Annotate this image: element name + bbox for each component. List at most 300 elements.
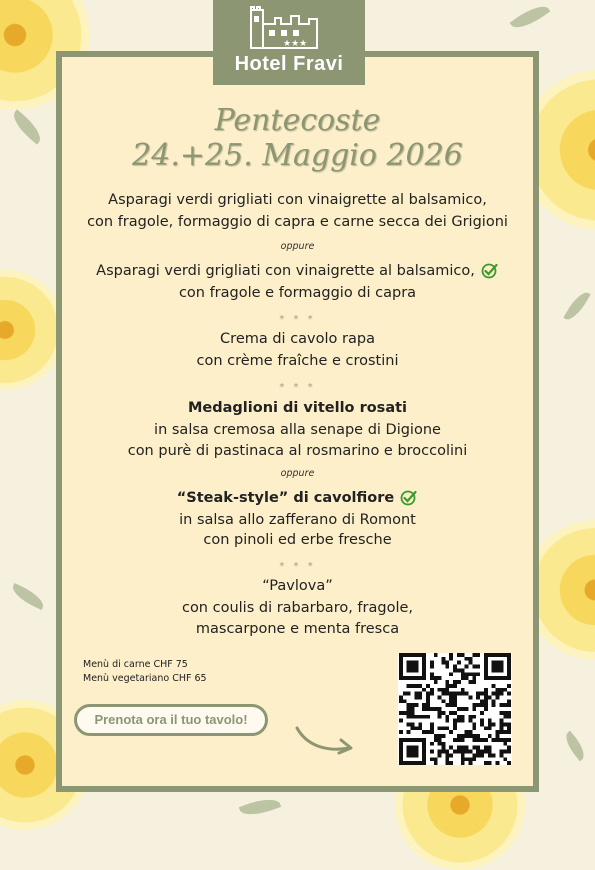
qr-module bbox=[449, 684, 453, 688]
qr-module bbox=[492, 738, 496, 742]
qr-module bbox=[472, 676, 476, 680]
qr-module bbox=[507, 738, 511, 742]
qr-module bbox=[507, 723, 511, 727]
qr-module bbox=[411, 715, 415, 719]
qr-module bbox=[407, 668, 411, 672]
qr-module bbox=[438, 738, 442, 742]
qr-module bbox=[438, 707, 442, 711]
qr-module bbox=[441, 750, 445, 754]
qr-module bbox=[403, 711, 407, 715]
qr-module bbox=[469, 715, 473, 719]
qr-module bbox=[457, 692, 461, 696]
qr-module bbox=[445, 684, 449, 688]
qr-module bbox=[465, 730, 469, 734]
qr-module bbox=[476, 750, 480, 754]
qr-module bbox=[461, 672, 465, 676]
qr-module bbox=[465, 676, 469, 680]
qr-module bbox=[430, 692, 434, 696]
qr-module bbox=[430, 676, 434, 680]
qr-module bbox=[496, 653, 500, 657]
qr-module bbox=[399, 665, 403, 669]
qr-module bbox=[472, 707, 476, 711]
qr-module bbox=[503, 715, 507, 719]
qr-module bbox=[438, 676, 442, 680]
qr-module bbox=[449, 695, 453, 699]
qr-module bbox=[507, 672, 511, 676]
qr-module bbox=[507, 746, 511, 750]
qr-module bbox=[430, 730, 434, 734]
qr-module bbox=[488, 761, 492, 765]
qr-module bbox=[414, 665, 418, 669]
qr-module bbox=[476, 734, 480, 738]
qr-module bbox=[480, 692, 484, 696]
qr-module bbox=[407, 684, 411, 688]
qr-module bbox=[476, 746, 480, 750]
qr-module bbox=[472, 757, 476, 761]
qr-module bbox=[445, 726, 449, 730]
qr-module bbox=[484, 661, 488, 665]
qr-module bbox=[499, 723, 503, 727]
qr-module bbox=[461, 746, 465, 750]
qr-module bbox=[480, 703, 484, 707]
qr-module bbox=[411, 750, 415, 754]
qr-module bbox=[465, 734, 469, 738]
qr-module bbox=[503, 688, 507, 692]
qr-module bbox=[492, 668, 496, 672]
qr-module bbox=[426, 707, 430, 711]
qr-module bbox=[434, 653, 438, 657]
qr-module bbox=[492, 653, 496, 657]
qr-module bbox=[461, 734, 465, 738]
qr-module bbox=[430, 726, 434, 730]
qr-module bbox=[507, 711, 511, 715]
qr-module bbox=[496, 695, 500, 699]
qr-module bbox=[399, 742, 403, 746]
qr-module bbox=[445, 661, 449, 665]
qr-module bbox=[407, 711, 411, 715]
qr-module bbox=[445, 703, 449, 707]
qr-module bbox=[426, 703, 430, 707]
qr-module bbox=[403, 692, 407, 696]
qr-module bbox=[414, 746, 418, 750]
qr-module bbox=[496, 668, 500, 672]
qr-module bbox=[438, 695, 442, 699]
qr-module bbox=[496, 665, 500, 669]
qr-module bbox=[469, 719, 473, 723]
qr-module bbox=[484, 672, 488, 676]
event-date: 24.+25. Maggio 2026 bbox=[132, 138, 463, 173]
qr-module bbox=[484, 653, 488, 657]
course-separator: * * * bbox=[279, 561, 316, 572]
qr-module bbox=[503, 676, 507, 680]
qr-module bbox=[507, 692, 511, 696]
qr-module bbox=[418, 726, 422, 730]
qr-module bbox=[472, 753, 476, 757]
qr-module bbox=[492, 676, 496, 680]
qr-module bbox=[414, 703, 418, 707]
qr-module bbox=[441, 688, 445, 692]
qr-module bbox=[476, 695, 480, 699]
qr-module bbox=[476, 738, 480, 742]
menu-line: con pinoli ed erbe fresche bbox=[203, 532, 392, 548]
qr-module bbox=[457, 668, 461, 672]
menu-line-text: Asparagi verdi grigliati con vinaigrette al balsamico, bbox=[96, 263, 475, 279]
qr-module bbox=[414, 692, 418, 696]
qr-module bbox=[507, 715, 511, 719]
qr-module bbox=[507, 653, 511, 657]
qr-module bbox=[411, 684, 415, 688]
qr-module bbox=[441, 661, 445, 665]
qr-module bbox=[441, 746, 445, 750]
qr-module bbox=[480, 750, 484, 754]
qr-module bbox=[430, 661, 434, 665]
qr-module bbox=[507, 703, 511, 707]
qr-module bbox=[438, 753, 442, 757]
qr-module bbox=[496, 676, 500, 680]
qr-module bbox=[414, 653, 418, 657]
qr-module bbox=[434, 757, 438, 761]
qr-module bbox=[449, 692, 453, 696]
qr-module bbox=[507, 730, 511, 734]
qr-module bbox=[445, 719, 449, 723]
qr-module bbox=[430, 672, 434, 676]
qr-module bbox=[422, 676, 426, 680]
qr-module bbox=[499, 692, 503, 696]
qr-module bbox=[418, 684, 422, 688]
qr-module bbox=[430, 742, 434, 746]
qr-module bbox=[480, 753, 484, 757]
course-separator: * * * bbox=[279, 382, 316, 393]
qr-module bbox=[399, 719, 403, 723]
qr-module bbox=[492, 684, 496, 688]
qr-module bbox=[469, 672, 473, 676]
qr-module bbox=[465, 757, 469, 761]
qr-module bbox=[461, 738, 465, 742]
qr-module bbox=[407, 715, 411, 719]
dish-title-vegetarian bbox=[60, 490, 535, 506]
qr-module bbox=[399, 699, 403, 703]
qr-module bbox=[461, 753, 465, 757]
qr-module bbox=[461, 750, 465, 754]
qr-module bbox=[469, 680, 473, 684]
menu-line: con coulis di rabarbaro, fragole, bbox=[181, 600, 414, 616]
qr-module bbox=[422, 750, 426, 754]
course-separator: * * * bbox=[279, 314, 316, 325]
qr-module bbox=[453, 711, 457, 715]
qr-module bbox=[453, 684, 457, 688]
qr-module bbox=[422, 707, 426, 711]
qr-module bbox=[418, 761, 422, 765]
qr-module bbox=[484, 692, 488, 696]
qr-module bbox=[484, 657, 488, 661]
qr-module bbox=[465, 746, 469, 750]
qr-module bbox=[453, 680, 457, 684]
qr-module bbox=[472, 703, 476, 707]
qr-module bbox=[484, 676, 488, 680]
background-leaf bbox=[561, 731, 589, 762]
qr-module bbox=[480, 719, 484, 723]
qr-module bbox=[426, 730, 430, 734]
qr-module bbox=[399, 695, 403, 699]
curved-arrow-icon bbox=[293, 722, 357, 756]
qr-module bbox=[407, 761, 411, 765]
qr-module bbox=[426, 684, 430, 688]
qr-module bbox=[441, 692, 445, 696]
qr-module bbox=[441, 657, 445, 661]
qr-module bbox=[445, 753, 449, 757]
qr-module bbox=[461, 676, 465, 680]
qr-module bbox=[445, 757, 449, 761]
qr-module bbox=[407, 723, 411, 727]
qr-module bbox=[507, 699, 511, 703]
qr-module bbox=[414, 726, 418, 730]
qr-module bbox=[411, 738, 415, 742]
dish-title-text: “Steak-style” di cavolfiore bbox=[176, 490, 395, 506]
qr-module bbox=[499, 703, 503, 707]
qr-module bbox=[488, 753, 492, 757]
qr-module bbox=[422, 738, 426, 742]
qr-module bbox=[461, 653, 465, 657]
qr-module bbox=[480, 723, 484, 727]
qr-module bbox=[472, 665, 476, 669]
hotel-building-icon bbox=[249, 6, 325, 50]
qr-module bbox=[411, 661, 415, 665]
qr-module bbox=[488, 723, 492, 727]
menu-line: Crema di cavolo rapa bbox=[220, 331, 375, 347]
qr-module bbox=[453, 750, 457, 754]
background-leaf bbox=[563, 288, 590, 323]
qr-module bbox=[449, 761, 453, 765]
qr-module bbox=[422, 668, 426, 672]
qr-module bbox=[469, 750, 473, 754]
qr-module bbox=[484, 726, 488, 730]
qr-module bbox=[438, 715, 442, 719]
qr-module bbox=[480, 738, 484, 742]
qr-module bbox=[418, 676, 422, 680]
qr-module bbox=[403, 653, 407, 657]
qr-module bbox=[499, 711, 503, 715]
qr-module bbox=[472, 715, 476, 719]
qr-module bbox=[449, 653, 453, 657]
dish-title: Medaglioni di vitello rosati bbox=[187, 400, 407, 416]
book-table-button[interactable]: Prenota ora il tuo tavolo! bbox=[74, 704, 268, 736]
qr-module bbox=[411, 753, 415, 757]
qr-module bbox=[414, 676, 418, 680]
qr-module bbox=[399, 657, 403, 661]
qr-module bbox=[411, 707, 415, 711]
qr-module bbox=[411, 653, 415, 657]
qr-module bbox=[472, 734, 476, 738]
qr-module bbox=[453, 703, 457, 707]
qr-module bbox=[507, 684, 511, 688]
qr-module bbox=[465, 665, 469, 669]
qr-module bbox=[484, 750, 488, 754]
qr-module bbox=[507, 726, 511, 730]
qr-module bbox=[445, 688, 449, 692]
menu-line: mascarpone e menta fresca bbox=[195, 621, 400, 637]
menu-line: con purè di pastinaca al rosmarino e broccolini bbox=[127, 443, 468, 459]
qr-module bbox=[438, 711, 442, 715]
qr-module bbox=[469, 761, 473, 765]
background-leaf bbox=[239, 794, 281, 821]
menu-line-vegetarian bbox=[60, 263, 535, 279]
qr-module bbox=[426, 715, 430, 719]
qr-module bbox=[461, 761, 465, 765]
qr-module bbox=[438, 726, 442, 730]
qr-module bbox=[457, 750, 461, 754]
qr-module bbox=[461, 715, 465, 719]
qr-module bbox=[422, 753, 426, 757]
qr-module bbox=[453, 668, 457, 672]
qr-module bbox=[484, 699, 488, 703]
qr-module bbox=[472, 653, 476, 657]
qr-module bbox=[507, 657, 511, 661]
qr-module bbox=[399, 746, 403, 750]
qr-module bbox=[449, 672, 453, 676]
qr-module bbox=[499, 753, 503, 757]
qr-module bbox=[434, 680, 438, 684]
qr-module bbox=[399, 653, 403, 657]
qr-module bbox=[430, 723, 434, 727]
qr-module bbox=[484, 695, 488, 699]
qr-module bbox=[422, 653, 426, 657]
qr-module bbox=[507, 750, 511, 754]
qr-module bbox=[422, 742, 426, 746]
qr-module bbox=[411, 665, 415, 669]
qr-module bbox=[411, 676, 415, 680]
qr-module bbox=[457, 680, 461, 684]
qr-module bbox=[499, 653, 503, 657]
qr-module bbox=[418, 738, 422, 742]
qr-module bbox=[430, 707, 434, 711]
qr-module bbox=[414, 753, 418, 757]
qr-module bbox=[496, 688, 500, 692]
qr-module bbox=[449, 730, 453, 734]
qr-module bbox=[499, 738, 503, 742]
qr-module bbox=[399, 761, 403, 765]
qr-module bbox=[484, 761, 488, 765]
qr-module bbox=[457, 707, 461, 711]
qr-module bbox=[449, 753, 453, 757]
qr-module bbox=[422, 730, 426, 734]
qr-module bbox=[407, 738, 411, 742]
qr-module bbox=[503, 703, 507, 707]
qr-module bbox=[496, 761, 500, 765]
qr-module bbox=[441, 734, 445, 738]
qr-module bbox=[503, 723, 507, 727]
qr-module bbox=[399, 753, 403, 757]
qr-module bbox=[472, 672, 476, 676]
qr-module bbox=[503, 653, 507, 657]
qr-module bbox=[499, 665, 503, 669]
menu-line: “Pavlova” bbox=[262, 578, 333, 594]
price-vegetarian: Menù vegetariano CHF 65 bbox=[83, 673, 207, 684]
qr-module bbox=[492, 665, 496, 669]
qr-module bbox=[484, 668, 488, 672]
menu-line: in salsa allo zafferano di Romont bbox=[179, 512, 416, 528]
qr-module bbox=[449, 711, 453, 715]
qr-module bbox=[438, 750, 442, 754]
qr-module bbox=[418, 692, 422, 696]
qr-module bbox=[411, 668, 415, 672]
qr-module bbox=[453, 692, 457, 696]
qr-module bbox=[399, 676, 403, 680]
qr-module bbox=[488, 676, 492, 680]
qr-module bbox=[499, 719, 503, 723]
qr-module bbox=[484, 665, 488, 669]
qr-module bbox=[484, 703, 488, 707]
qr-module bbox=[414, 684, 418, 688]
qr-module bbox=[414, 668, 418, 672]
qr-module bbox=[496, 692, 500, 696]
qr-module bbox=[492, 661, 496, 665]
qr-module bbox=[476, 692, 480, 696]
qr-module bbox=[445, 715, 449, 719]
qr-module bbox=[488, 750, 492, 754]
qr-module bbox=[484, 738, 488, 742]
qr-module bbox=[457, 715, 461, 719]
qr-module bbox=[438, 742, 442, 746]
qr-module bbox=[430, 665, 434, 669]
qr-module bbox=[507, 761, 511, 765]
qr-module bbox=[507, 676, 511, 680]
qr-module bbox=[441, 699, 445, 703]
qr-module bbox=[418, 723, 422, 727]
qr-module bbox=[399, 672, 403, 676]
qr-module bbox=[457, 746, 461, 750]
qr-module bbox=[449, 699, 453, 703]
qr-module bbox=[441, 726, 445, 730]
qr-module bbox=[418, 653, 422, 657]
qr-module bbox=[441, 742, 445, 746]
qr-module bbox=[445, 761, 449, 765]
qr-module bbox=[469, 695, 473, 699]
qr-module bbox=[430, 688, 434, 692]
qr-module bbox=[461, 757, 465, 761]
qr-module bbox=[476, 703, 480, 707]
qr-module bbox=[407, 707, 411, 711]
qr-module bbox=[457, 734, 461, 738]
qr-module bbox=[461, 668, 465, 672]
qr-module bbox=[422, 657, 426, 661]
qr-module bbox=[507, 661, 511, 665]
qr-module bbox=[503, 738, 507, 742]
qr-module bbox=[445, 680, 449, 684]
qr-module bbox=[469, 734, 473, 738]
qr-module bbox=[453, 719, 457, 723]
qr-code[interactable] bbox=[398, 653, 512, 765]
qr-module bbox=[472, 680, 476, 684]
menu-line: Asparagi verdi grigliati con vinaigrette al balsamico, bbox=[108, 192, 487, 208]
qr-module bbox=[453, 726, 457, 730]
qr-module bbox=[465, 657, 469, 661]
qr-module bbox=[488, 695, 492, 699]
qr-module bbox=[472, 746, 476, 750]
background-leaf bbox=[9, 583, 47, 610]
qr-module bbox=[407, 661, 411, 665]
qr-module bbox=[411, 711, 415, 715]
qr-module bbox=[422, 761, 426, 765]
qr-module bbox=[411, 723, 415, 727]
qr-module bbox=[488, 734, 492, 738]
menu-line: in salsa cremosa alla senape di Digione bbox=[154, 422, 441, 438]
event-title: Pentecoste bbox=[214, 103, 381, 138]
background-leaf bbox=[510, 0, 551, 34]
qr-module bbox=[499, 676, 503, 680]
qr-module bbox=[414, 750, 418, 754]
qr-module bbox=[507, 665, 511, 669]
qr-module bbox=[503, 730, 507, 734]
